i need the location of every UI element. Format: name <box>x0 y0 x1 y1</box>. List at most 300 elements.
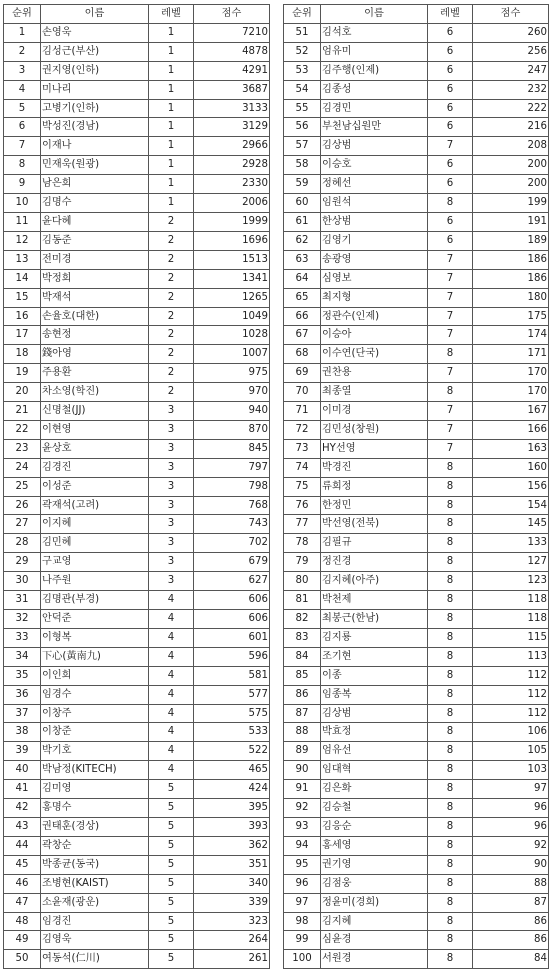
name-cell: 임종복 <box>321 685 428 704</box>
table-row <box>284 364 549 383</box>
score-cell: 4291 <box>194 61 270 80</box>
rank-cell: 85 <box>284 666 321 685</box>
name-cell: 구교영 <box>41 553 149 572</box>
table-row <box>284 685 549 704</box>
name-cell: 나주원 <box>41 572 149 591</box>
level-cell: 4 <box>149 610 194 629</box>
name-cell: 곽창순 <box>41 836 149 855</box>
score-cell: 522 <box>194 742 270 761</box>
level-cell: 8 <box>428 704 473 723</box>
name-cell: 이승호 <box>321 156 428 175</box>
rank-cell: 24 <box>4 458 41 477</box>
level-cell: 8 <box>428 610 473 629</box>
level-cell: 7 <box>428 439 473 458</box>
table-row <box>4 402 270 421</box>
table-row <box>4 345 270 364</box>
rank-cell: 74 <box>284 458 321 477</box>
table-row <box>4 912 270 931</box>
table-row <box>284 307 549 326</box>
name-cell: 이미경 <box>321 402 428 421</box>
score-cell: 92 <box>473 836 549 855</box>
rank-cell: 20 <box>4 383 41 402</box>
score-cell: 112 <box>473 685 549 704</box>
name-cell: 이창주 <box>41 704 149 723</box>
level-cell: 7 <box>428 288 473 307</box>
name-cell: 주용환 <box>41 364 149 383</box>
score-cell: 465 <box>194 761 270 780</box>
rank-cell: 10 <box>4 194 41 213</box>
table-row <box>4 496 270 515</box>
table-row <box>284 137 549 156</box>
level-cell: 2 <box>149 231 194 250</box>
name-cell: 김민혜 <box>41 534 149 553</box>
score-cell: 768 <box>194 496 270 515</box>
table-row <box>4 80 270 99</box>
table-row <box>284 553 549 572</box>
name-cell: 김점웅 <box>321 874 428 893</box>
rank-cell: 73 <box>284 439 321 458</box>
table-row <box>4 364 270 383</box>
level-cell: 8 <box>428 723 473 742</box>
table-row <box>4 250 270 269</box>
level-cell: 1 <box>149 156 194 175</box>
table-row <box>284 118 549 137</box>
score-cell: 1007 <box>194 345 270 364</box>
score-cell: 86 <box>473 931 549 950</box>
score-cell: 3687 <box>194 80 270 99</box>
table-row <box>4 610 270 629</box>
name-cell: HY선영 <box>321 439 428 458</box>
rank-cell: 39 <box>4 742 41 761</box>
rank-cell: 23 <box>4 439 41 458</box>
score-cell: 133 <box>473 534 549 553</box>
level-cell: 5 <box>149 799 194 818</box>
rank-cell: 4 <box>4 80 41 99</box>
rank-cell: 45 <box>4 855 41 874</box>
level-cell: 3 <box>149 477 194 496</box>
score-cell: 123 <box>473 572 549 591</box>
level-cell: 2 <box>149 326 194 345</box>
name-cell: 임경수 <box>41 685 149 704</box>
score-cell: 260 <box>473 23 549 42</box>
table-row <box>4 99 270 118</box>
score-cell: 90 <box>473 855 549 874</box>
name-cell: 박기호 <box>41 742 149 761</box>
name-cell: 송현정 <box>41 326 149 345</box>
rank-cell: 7 <box>4 137 41 156</box>
header-level: 레벨 <box>149 5 194 24</box>
rank-cell: 16 <box>4 307 41 326</box>
name-cell: 박효정 <box>321 723 428 742</box>
table-row <box>4 704 270 723</box>
level-cell: 8 <box>428 515 473 534</box>
rank-cell: 48 <box>4 912 41 931</box>
rank-cell: 66 <box>284 307 321 326</box>
level-cell: 5 <box>149 855 194 874</box>
rank-cell: 29 <box>4 553 41 572</box>
score-cell: 106 <box>473 723 549 742</box>
score-cell: 86 <box>473 912 549 931</box>
name-cell: 곽재석(고려) <box>41 496 149 515</box>
level-cell: 2 <box>149 250 194 269</box>
name-cell: 권태훈(경상) <box>41 817 149 836</box>
table-row <box>284 761 549 780</box>
rank-cell: 19 <box>4 364 41 383</box>
level-cell: 5 <box>149 780 194 799</box>
score-cell: 393 <box>194 817 270 836</box>
level-cell: 5 <box>149 817 194 836</box>
score-cell: 118 <box>473 610 549 629</box>
score-cell: 1265 <box>194 288 270 307</box>
rank-cell: 54 <box>284 80 321 99</box>
score-cell: 216 <box>473 118 549 137</box>
level-cell: 8 <box>428 855 473 874</box>
name-cell: 임대혁 <box>321 761 428 780</box>
rank-cell: 61 <box>284 212 321 231</box>
name-cell: 김상범 <box>321 704 428 723</box>
score-cell: 264 <box>194 931 270 950</box>
score-cell: 4878 <box>194 42 270 61</box>
table-row <box>4 212 270 231</box>
score-cell: 175 <box>473 307 549 326</box>
level-cell: 8 <box>428 458 473 477</box>
rank-cell: 51 <box>284 23 321 42</box>
rank-cell: 27 <box>4 515 41 534</box>
name-cell: 김명관(부경) <box>41 591 149 610</box>
rank-cell: 28 <box>4 534 41 553</box>
header-score: 점수 <box>194 5 270 24</box>
score-cell: 1341 <box>194 269 270 288</box>
rank-cell: 95 <box>284 855 321 874</box>
name-cell: 下心(黃南九) <box>41 647 149 666</box>
score-cell: 112 <box>473 666 549 685</box>
level-cell: 6 <box>428 118 473 137</box>
level-cell: 6 <box>428 61 473 80</box>
table-row <box>4 288 270 307</box>
name-cell: 김종성 <box>321 80 428 99</box>
rank-cell: 33 <box>4 628 41 647</box>
name-cell: 윤다혜 <box>41 212 149 231</box>
rank-cell: 26 <box>4 496 41 515</box>
level-cell: 5 <box>149 912 194 931</box>
table-row <box>4 553 270 572</box>
name-cell: 박재석 <box>41 288 149 307</box>
table-row <box>4 761 270 780</box>
table-row <box>4 383 270 402</box>
table-row <box>4 307 270 326</box>
table-row <box>4 326 270 345</box>
score-cell: 256 <box>473 42 549 61</box>
score-cell: 395 <box>194 799 270 818</box>
level-cell: 2 <box>149 364 194 383</box>
table-row <box>4 572 270 591</box>
table-row <box>4 666 270 685</box>
level-cell: 1 <box>149 137 194 156</box>
name-cell: 임원석 <box>321 194 428 213</box>
rank-cell: 97 <box>284 893 321 912</box>
level-cell: 8 <box>428 647 473 666</box>
score-cell: 975 <box>194 364 270 383</box>
score-cell: 247 <box>473 61 549 80</box>
score-cell: 96 <box>473 799 549 818</box>
score-cell: 115 <box>473 628 549 647</box>
table-row <box>284 496 549 515</box>
score-cell: 156 <box>473 477 549 496</box>
score-cell: 200 <box>473 156 549 175</box>
header-rank: 순위 <box>284 5 321 24</box>
rank-cell: 47 <box>4 893 41 912</box>
level-cell: 8 <box>428 761 473 780</box>
table-row <box>4 231 270 250</box>
name-cell: 홍세영 <box>321 836 428 855</box>
table-row <box>4 23 270 42</box>
ranking-table-right <box>283 4 549 969</box>
score-cell: 170 <box>473 383 549 402</box>
table-row <box>4 534 270 553</box>
name-cell: 손영욱 <box>41 23 149 42</box>
table-row <box>284 836 549 855</box>
rank-cell: 75 <box>284 477 321 496</box>
name-cell: 부천남십원만 <box>321 118 428 137</box>
rank-cell: 25 <box>4 477 41 496</box>
name-cell: 김영욱 <box>41 931 149 950</box>
table-row <box>284 231 549 250</box>
score-cell: 163 <box>473 439 549 458</box>
score-cell: 596 <box>194 647 270 666</box>
rank-cell: 94 <box>284 836 321 855</box>
rank-cell: 5 <box>4 99 41 118</box>
table-row <box>4 950 270 969</box>
rank-cell: 36 <box>4 685 41 704</box>
rank-cell: 72 <box>284 420 321 439</box>
score-cell: 601 <box>194 628 270 647</box>
table-row <box>4 515 270 534</box>
level-cell: 3 <box>149 553 194 572</box>
table-row <box>4 591 270 610</box>
table-row <box>284 647 549 666</box>
rank-cell: 37 <box>4 704 41 723</box>
name-cell: 고병기(인하) <box>41 99 149 118</box>
rank-cell: 71 <box>284 402 321 421</box>
score-cell: 2330 <box>194 175 270 194</box>
table-row <box>284 23 549 42</box>
name-cell: 박성진(경남) <box>41 118 149 137</box>
name-cell: 미나리 <box>41 80 149 99</box>
name-cell: 임경진 <box>41 912 149 931</box>
table-row <box>284 175 549 194</box>
level-cell: 8 <box>428 591 473 610</box>
level-cell: 8 <box>428 496 473 515</box>
score-cell: 362 <box>194 836 270 855</box>
level-cell: 6 <box>428 23 473 42</box>
level-cell: 1 <box>149 23 194 42</box>
score-cell: 3133 <box>194 99 270 118</box>
table-row <box>4 628 270 647</box>
name-cell: 이재나 <box>41 137 149 156</box>
rank-cell: 8 <box>4 156 41 175</box>
level-cell: 7 <box>428 250 473 269</box>
rank-cell: 30 <box>4 572 41 591</box>
level-cell: 7 <box>428 364 473 383</box>
score-cell: 1049 <box>194 307 270 326</box>
score-cell: 1696 <box>194 231 270 250</box>
name-cell: 김명수 <box>41 194 149 213</box>
rank-cell: 49 <box>4 931 41 950</box>
rank-cell: 88 <box>284 723 321 742</box>
level-cell: 7 <box>428 402 473 421</box>
rank-cell: 62 <box>284 231 321 250</box>
table-row <box>4 458 270 477</box>
score-cell: 424 <box>194 780 270 799</box>
table-row <box>284 591 549 610</box>
rank-cell: 3 <box>4 61 41 80</box>
table-row <box>284 515 549 534</box>
level-cell: 5 <box>149 931 194 950</box>
table-row <box>4 647 270 666</box>
rank-cell: 43 <box>4 817 41 836</box>
table-row <box>284 477 549 496</box>
table-row <box>4 874 270 893</box>
rank-cell: 98 <box>284 912 321 931</box>
score-cell: 186 <box>473 250 549 269</box>
table-row <box>4 269 270 288</box>
table-row <box>4 855 270 874</box>
score-cell: 581 <box>194 666 270 685</box>
header-name: 이름 <box>41 5 149 24</box>
level-cell: 8 <box>428 893 473 912</box>
score-cell: 222 <box>473 99 549 118</box>
score-cell: 145 <box>473 515 549 534</box>
level-cell: 8 <box>428 628 473 647</box>
level-cell: 4 <box>149 685 194 704</box>
rank-cell: 41 <box>4 780 41 799</box>
table-row <box>4 137 270 156</box>
name-cell: 남은희 <box>41 175 149 194</box>
table-row <box>284 855 549 874</box>
table-row <box>4 439 270 458</box>
level-cell: 8 <box>428 477 473 496</box>
level-cell: 8 <box>428 780 473 799</box>
header-rank: 순위 <box>4 5 41 24</box>
level-cell: 6 <box>428 42 473 61</box>
rank-cell: 34 <box>4 647 41 666</box>
level-cell: 4 <box>149 628 194 647</box>
score-cell: 575 <box>194 704 270 723</box>
score-cell: 199 <box>473 194 549 213</box>
score-cell: 940 <box>194 402 270 421</box>
score-cell: 186 <box>473 269 549 288</box>
name-cell: 정진경 <box>321 553 428 572</box>
name-cell: 김상범 <box>321 137 428 156</box>
table-row <box>284 704 549 723</box>
score-cell: 323 <box>194 912 270 931</box>
score-cell: 1513 <box>194 250 270 269</box>
level-cell: 4 <box>149 591 194 610</box>
level-cell: 3 <box>149 572 194 591</box>
name-cell: 김경민 <box>321 99 428 118</box>
name-cell: 조병현(KAIST) <box>41 874 149 893</box>
score-cell: 577 <box>194 685 270 704</box>
score-cell: 1028 <box>194 326 270 345</box>
level-cell: 1 <box>149 175 194 194</box>
score-cell: 191 <box>473 212 549 231</box>
name-cell: 이지혜 <box>41 515 149 534</box>
level-cell: 1 <box>149 99 194 118</box>
level-cell: 8 <box>428 742 473 761</box>
level-cell: 5 <box>149 836 194 855</box>
level-cell: 4 <box>149 761 194 780</box>
name-cell: 최봉근(한남) <box>321 610 428 629</box>
level-cell: 8 <box>428 685 473 704</box>
header-row <box>284 5 549 24</box>
name-cell: 김주행(인제) <box>321 61 428 80</box>
table-row <box>284 572 549 591</box>
rank-cell: 31 <box>4 591 41 610</box>
score-cell: 3129 <box>194 118 270 137</box>
name-cell: 정윤미(경희) <box>321 893 428 912</box>
name-cell: 전미경 <box>41 250 149 269</box>
rank-cell: 63 <box>284 250 321 269</box>
name-cell: 송광영 <box>321 250 428 269</box>
level-cell: 7 <box>428 269 473 288</box>
level-cell: 6 <box>428 80 473 99</box>
rank-cell: 78 <box>284 534 321 553</box>
header-row <box>4 5 270 24</box>
score-cell: 167 <box>473 402 549 421</box>
table-row <box>284 742 549 761</box>
table-row <box>4 723 270 742</box>
rank-cell: 96 <box>284 874 321 893</box>
rank-cell: 92 <box>284 799 321 818</box>
header-level: 레벨 <box>428 5 473 24</box>
level-cell: 3 <box>149 402 194 421</box>
rank-cell: 58 <box>284 156 321 175</box>
level-cell: 1 <box>149 80 194 99</box>
rank-cell: 9 <box>4 175 41 194</box>
level-cell: 8 <box>428 572 473 591</box>
score-cell: 870 <box>194 420 270 439</box>
rank-cell: 68 <box>284 345 321 364</box>
rank-cell: 91 <box>284 780 321 799</box>
table-row <box>284 156 549 175</box>
level-cell: 5 <box>149 893 194 912</box>
name-cell: 박정희 <box>41 269 149 288</box>
name-cell: 박경진 <box>321 458 428 477</box>
table-row <box>4 477 270 496</box>
table-row <box>4 893 270 912</box>
name-cell: 김지혜 <box>321 912 428 931</box>
name-cell: 한정민 <box>321 496 428 515</box>
score-cell: 160 <box>473 458 549 477</box>
table-row <box>284 439 549 458</box>
table-row <box>284 383 549 402</box>
level-cell: 8 <box>428 817 473 836</box>
name-cell: 김지혜(아주) <box>321 572 428 591</box>
table-row <box>284 326 549 345</box>
level-cell: 1 <box>149 118 194 137</box>
level-cell: 8 <box>428 534 473 553</box>
level-cell: 2 <box>149 345 194 364</box>
name-cell: 김경진 <box>41 458 149 477</box>
rank-cell: 11 <box>4 212 41 231</box>
score-cell: 606 <box>194 591 270 610</box>
score-cell: 166 <box>473 420 549 439</box>
rank-cell: 90 <box>284 761 321 780</box>
rank-cell: 44 <box>4 836 41 855</box>
table-row <box>284 212 549 231</box>
table-row <box>284 80 549 99</box>
rank-cell: 86 <box>284 685 321 704</box>
